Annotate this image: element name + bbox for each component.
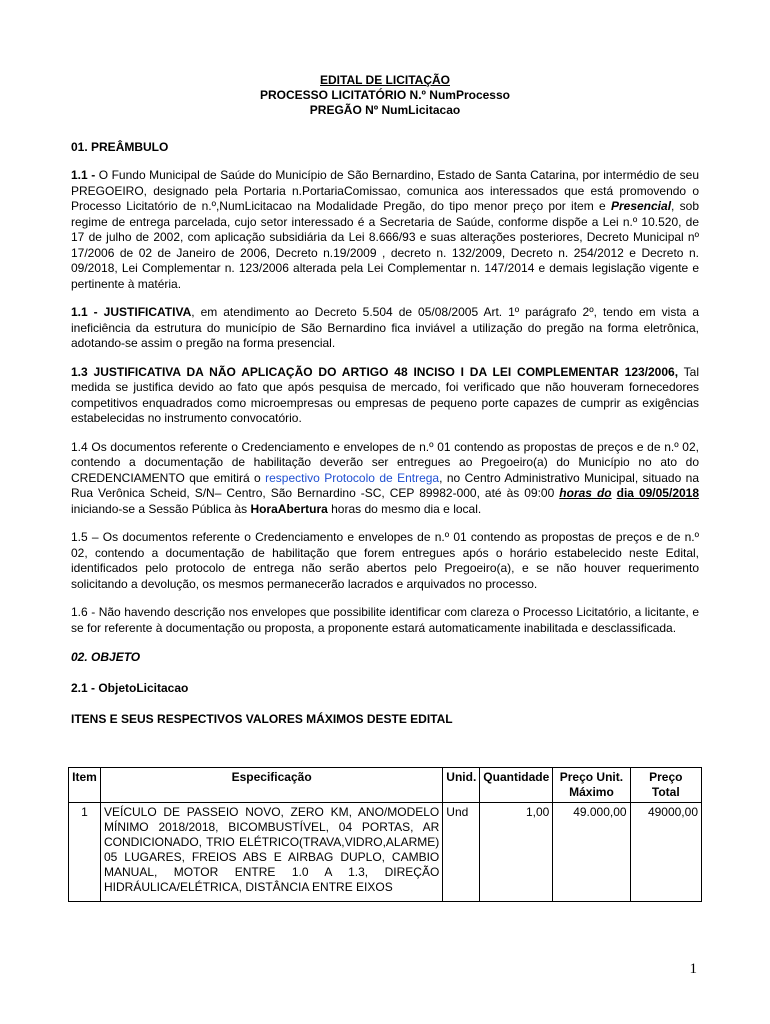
paragraph-1-4 xyxy=(71,440,699,518)
paragraph-1-3-text: Tal medida se justifica devido ao fato que após pesquisa de mercado, foi verificado que não houveram fornecedores competitivos enquadrados como microempresas ou empresas de pequeno porte capazes de cumprir as exigências estabelecidas no instrumento convocatório. xyxy=(71,364,699,425)
header-item: Item xyxy=(69,768,101,803)
paragraph-1-6: 1.6 - Não havendo descrição nos envelopes que possibilite identificar com clareza o Processo Licitatório, a licitante, e se for referente à documentação ou proposta, a proponente estará automaticamente inabilitada e desclassificada. xyxy=(71,605,699,635)
itens-title: ITENS E SEUS RESPECTIVOS VALORES MÁXIMOS DESTE EDITAL xyxy=(71,712,453,726)
paragraph-1-4-hora-abertura: HoraAbertura xyxy=(250,501,328,516)
cell-preco-unit: 49.000,00 xyxy=(553,803,630,902)
document-content xyxy=(71,73,699,902)
paragraph-1-1-number: 1.1 xyxy=(71,168,88,182)
paragraph-1-1-text-b: , sob regime de entrega parcelada, cujo setor interessado é a Secretaria de Saúde, conforme dispõe a Lei n.º 10.520, de 17 de julho de 2002, com aplicação subsidiária da Lei 8.666/93 e suas alterações posteriores, Decreto Municipal nº 17/2006 de 02 de Janeiro de 2006, Decreto n.19/2009 , decreto n. 132/2009, Decreto n. 254/2012 e Decreto n. 09/2018, Lei Complementar n. 123/2006 alterada pela Lei Complementar n. 147/2014 e demais legislação vigente e pertinente à matéria. xyxy=(71,199,699,291)
paragraph-1-4-text-a: 1.4 Os documentos referente o Credenciamento e envelopes de n.º 01 contendo as propostas de preços e de n.º 02, contendo a documentação de habilitação deverão ser entregues ao Pregoeiro(a) do Município no ato do CREDENCIAMENTO que emitirá o xyxy=(71,439,699,485)
paragraph-1-1-presencial: Presencial xyxy=(610,199,672,213)
page-number: 1 xyxy=(689,961,697,977)
especificacao-text: VEÍCULO DE PASSEIO NOVO, ZERO KM, ANO/MODELO MÍNIMO 2018/2018, BICOMBUSTÍVEL, 04 PORTAS, AR CONDICIONADO, TRIO ELÉTRICO(TRAVA,VIDRO,ALARME) 05 LUGARES, FREIOS ABS E AIRBAG DUPLO, CAMBIO MANUAL, MOTOR ENTRE 1.0 A 1.3, DIREÇÃO HIDRÁULICA/ELÉTRICA, DISTÂNCIA ENTRE EIXOS xyxy=(103,805,440,894)
paragraph-1-4-text-d: horas do mesmo dia e local. xyxy=(327,501,482,516)
paragraph-1-5: 1.5 – Os documentos referente o Credenciamento e envelopes de n.º 01 contendo as propostas de preços e de n.º 02, contendo a documentação de habilitação que forem entregues após o horário estabelecido neste Edital, identificados pelo protocolo de entrega não serão abertos pelo Pregoeiro(a), e se não houver requerimento solicitando a devolução, os mesmos permanecerão lacrados e arquivados no processo. xyxy=(71,530,699,591)
table-header-row xyxy=(69,768,702,803)
table-row xyxy=(69,803,702,902)
section-2-1-title: 2.1 - ObjetoLicitacao xyxy=(71,681,189,695)
cell-quantidade: 1,00 xyxy=(480,803,553,902)
cell-unid: Und xyxy=(443,803,480,902)
header-quantidade: Quantidade xyxy=(480,768,553,803)
paragraph-1-4-text-c: iniciando-se a Sessão Pública às xyxy=(71,501,251,516)
header-preco-unit: Preço Unit. Máximo xyxy=(553,768,630,803)
section-preambulo-title: 01. PREÂMBULO xyxy=(71,140,169,154)
paragraph-1-1 xyxy=(71,168,699,292)
justificativa-lead: 1.1 - JUSTIFICATIVA xyxy=(71,305,192,319)
paragraph-1-4-horas: horas do xyxy=(559,486,612,500)
cell-item: 1 xyxy=(69,803,101,902)
cell-especificacao xyxy=(100,803,442,902)
paragraph-1-1-dash: - xyxy=(87,168,99,182)
protocolo-link[interactable]: respectivo Protocolo de Entrega xyxy=(265,470,440,485)
header-unid: Unid. xyxy=(443,768,480,803)
paragraph-1-4-text-b: , no Centro Administrativo Municipal, situado na Rua Verônica Scheid, S/N– Centro, São Bernardino -SC, CEP 89982-000, até às 09:00 xyxy=(71,470,700,500)
paragraph-justificativa xyxy=(71,305,699,352)
paragraph-1-3-lead: 1.3 JUSTIFICATIVA DA NÃO APLICAÇÃO DO ARTIGO 48 INCISO I DA LEI COMPLEMENTAR 123/2006, xyxy=(71,364,679,379)
header-especificacao: Especificação xyxy=(100,768,442,803)
processo-title: PROCESSO LICITATÓRIO N.º NumProcesso xyxy=(260,88,510,102)
paragraph-1-1-text-a: O Fundo Municipal de Saúde do Município de São Bernardino, Estado de Santa Catarina, por intermédio de seu PREGOEIRO, designado pela Portaria n.PortariaComissao, comunica aos interessados que está promovendo o Processo Licitatório de n.º,NumLicitacao na Modalidade Pregão, do tipo menor preço por item e xyxy=(71,168,699,213)
paragraph-1-3 xyxy=(71,365,699,427)
edital-title: EDITAL DE LICITAÇÃO xyxy=(320,73,450,87)
itens-table xyxy=(68,767,702,902)
justificativa-text: , em atendimento ao Decreto 5.504 de 05/08/2005 Art. 1º parágrafo 2º, tendo em vista a ineficiência da estrutura do município de São Bernardino fica inviável a utilização do pregão na forma eletrônica, adotando-se assim o pregão na forma presencial. xyxy=(71,305,700,350)
pregao-title: PREGÃO Nº NumLicitacao xyxy=(309,103,461,117)
paragraph-1-4-date: dia 09/05/2018 xyxy=(616,486,700,500)
document-header xyxy=(71,73,699,118)
section-objeto-title: 02. OBJETO xyxy=(71,650,141,664)
header-preco-total: Preço Total xyxy=(630,768,701,803)
cell-preco-total: 49000,00 xyxy=(630,803,701,902)
